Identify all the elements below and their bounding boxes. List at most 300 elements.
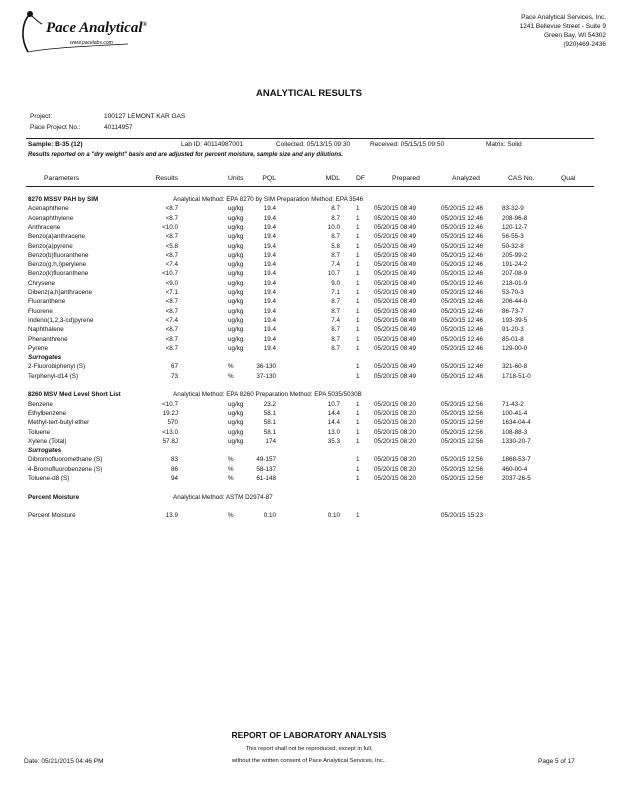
cell-param: Dibenz(a,h)anthracene xyxy=(28,289,93,296)
cell-mdl: 9.0 xyxy=(331,279,340,287)
cell-pql: 19.4 xyxy=(263,205,276,213)
cell-param: Acenaphthene xyxy=(28,205,69,213)
col-mdl: MDL xyxy=(325,175,340,182)
cell-df: 1 xyxy=(356,316,360,324)
table-row xyxy=(0,325,618,334)
cell-param: Toluene xyxy=(28,428,51,436)
cell-anal: 05/20/15 12:46 xyxy=(441,251,484,259)
cell-res: <13.0 xyxy=(162,428,178,436)
cell-res: 13.9 xyxy=(165,512,178,520)
cell-pql: 58-137 xyxy=(256,465,276,473)
cell-units: ug/kg xyxy=(228,270,244,278)
cell-df: 1 xyxy=(356,307,360,315)
cell-df: 1 xyxy=(356,475,360,482)
table-row xyxy=(0,455,618,464)
table-row xyxy=(0,400,618,409)
col-qual: Qual xyxy=(561,175,576,182)
table-row xyxy=(0,511,618,520)
logo-wordmark: Pace Analytical® xyxy=(46,20,147,36)
cell-units: ug/kg xyxy=(228,316,244,324)
cell-prep: 05/20/15 08:49 xyxy=(374,372,417,380)
cell-param: Benzo(b)fluoranthene xyxy=(28,251,89,259)
col-pql: PQL xyxy=(262,175,276,182)
project-label: Project: xyxy=(30,113,53,120)
cell-prep: 05/20/15 08:49 xyxy=(374,270,417,278)
cell-df: 1 xyxy=(356,270,360,278)
table-row xyxy=(0,474,618,483)
cell-param: Methyl-tert-butyl ether xyxy=(28,419,90,427)
cell-cas: 205-99-2 xyxy=(502,251,528,259)
table-row xyxy=(0,344,618,353)
cell-anal: 05/20/15 12:46 xyxy=(441,344,484,352)
logo-url: www.pacelabs.com xyxy=(70,40,113,46)
cell-pql: 19.4 xyxy=(263,316,276,324)
cell-units: ug/kg xyxy=(228,233,244,241)
cell-cas: 53-70-3 xyxy=(502,289,524,296)
cell-cas: 56-55-3 xyxy=(502,233,524,241)
cell-df: 1 xyxy=(356,400,360,408)
col-parameters: Parameters xyxy=(44,175,80,182)
section-title: Percent Moisture xyxy=(28,493,80,501)
cell-anal: 05/20/15 12:46 xyxy=(441,279,484,287)
cell-anal: 05/20/15 12:56 xyxy=(441,456,484,464)
cell-param: Toluene-d8 (S) xyxy=(28,475,70,482)
col-analyzed: Analyzed xyxy=(452,175,480,182)
cell-pql: 19.4 xyxy=(263,242,276,250)
cell-pql: 19.4 xyxy=(263,298,276,306)
project-value: 100127 LEMONT KAR GAS xyxy=(104,113,186,120)
cell-param: Xylene (Total) xyxy=(28,437,67,445)
cell-units: % xyxy=(228,363,234,371)
cell-prep: 05/20/15 08:49 xyxy=(374,223,417,231)
cell-prep: 05/20/15 08:49 xyxy=(374,233,417,241)
pace-project-value: 40114957 xyxy=(104,124,133,131)
cell-anal: 05/20/15 12:46 xyxy=(441,326,484,334)
cell-res: 86 xyxy=(170,465,178,473)
cell-cas: 120-12-7 xyxy=(502,223,528,231)
cell-param: Pyrene xyxy=(28,344,48,352)
cell-units: ug/kg xyxy=(228,223,244,231)
cell-anal: 05/20/15 12:56 xyxy=(441,409,484,417)
table-row xyxy=(0,307,618,316)
cell-units: ug/kg xyxy=(228,242,244,250)
cell-res: <8.7 xyxy=(165,335,178,343)
lab-address: Pace Analytical Services, Inc. 1241 Bellevue Street - Suite 9 Green Bay, WI 54302 (920)469-2436 xyxy=(519,14,606,48)
cell-res: <8.7 xyxy=(165,326,178,334)
cell-param: Fluoranthene xyxy=(28,298,66,306)
cell-prep: 05/20/15 08:20 xyxy=(374,437,417,445)
cell-pql: 61-148 xyxy=(256,475,276,482)
cell-mdl: 0.10 xyxy=(327,512,340,520)
cell-mdl: 8.7 xyxy=(331,307,340,315)
cell-res: <8.7 xyxy=(165,214,178,222)
cell-param: Terphenyl-d14 (S) xyxy=(28,372,79,380)
cell-param: Phenanthrene xyxy=(28,335,68,343)
cell-res: 19.2J xyxy=(162,409,178,417)
cell-pql: 0.10 xyxy=(263,512,276,520)
cell-anal: 05/20/15 12:46 xyxy=(441,289,484,296)
table-row xyxy=(0,260,618,269)
cell-df: 1 xyxy=(356,242,360,250)
cell-units: ug/kg xyxy=(228,437,244,445)
table-row xyxy=(0,409,618,418)
cell-units: ug/kg xyxy=(228,409,244,417)
section-row xyxy=(0,195,618,204)
subhead-label: Surrogates xyxy=(28,447,62,455)
cell-prep: 05/20/15 08:49 xyxy=(374,363,417,371)
table-row xyxy=(0,288,618,297)
cell-mdl: 8.7 xyxy=(331,251,340,259)
cell-cas: 208-96-8 xyxy=(502,214,528,222)
cell-param: Benzo(a)pyrene xyxy=(28,242,73,250)
cell-df: 1 xyxy=(356,419,360,427)
table-row xyxy=(0,297,618,306)
cell-df: 1 xyxy=(356,344,360,352)
cell-pql: 19.4 xyxy=(263,279,276,287)
cell-cas: 206-44-0 xyxy=(502,298,528,306)
cell-units: ug/kg xyxy=(228,251,244,259)
cell-res: <7.4 xyxy=(165,261,178,269)
cell-df: 1 xyxy=(356,456,360,464)
cell-anal: 05/20/15 12:56 xyxy=(441,475,484,482)
surrogates-subhead xyxy=(0,446,618,455)
cell-mdl: 13.0 xyxy=(327,428,340,436)
table-row xyxy=(0,279,618,288)
cell-mdl: 10.7 xyxy=(327,270,340,278)
cell-df: 1 xyxy=(356,409,360,417)
section-row xyxy=(0,390,618,399)
cell-cas: 129-00-0 xyxy=(502,344,528,352)
table-header xyxy=(0,174,618,183)
cell-mdl: 5.8 xyxy=(331,242,340,250)
cell-cas: 91-20-3 xyxy=(502,326,524,334)
cell-cas: 1868-53-7 xyxy=(502,456,531,464)
cell-res: <7.4 xyxy=(165,316,178,324)
cell-cas: 218-01-9 xyxy=(502,279,528,287)
cell-res: 67 xyxy=(170,363,178,371)
cell-mdl: 10.0 xyxy=(327,223,340,231)
cell-param: Indeno(1,2,3-cd)pyrene xyxy=(28,316,94,324)
cell-pql: 58.1 xyxy=(263,409,276,417)
footer-title: REPORT OF LABORATORY ANALYSIS xyxy=(231,730,387,740)
cell-units: % xyxy=(228,512,234,520)
cell-units: % xyxy=(228,475,234,482)
cell-units: ug/kg xyxy=(228,214,244,222)
cell-mdl: 14.4 xyxy=(327,409,340,417)
table-row xyxy=(0,428,618,437)
table-row xyxy=(0,214,618,223)
page-title: ANALYTICAL RESULTS xyxy=(256,88,362,99)
footer-line-1: This report shall not be reproduced, except in full, xyxy=(245,746,373,752)
cell-prep: 05/20/15 08:49 xyxy=(374,344,417,352)
cell-mdl: 8.7 xyxy=(331,214,340,222)
cell-pql: 19.4 xyxy=(263,344,276,352)
cell-df: 1 xyxy=(356,465,360,473)
cell-mdl: 8.7 xyxy=(331,335,340,343)
cell-prep: 05/20/15 08:49 xyxy=(374,242,417,250)
cell-prep: 05/20/15 08:49 xyxy=(374,326,417,334)
cell-df: 1 xyxy=(356,326,360,334)
cell-param: Benzo(g,h,i)perylene xyxy=(28,261,87,269)
cell-prep: 05/20/15 08:49 xyxy=(374,214,417,222)
cell-df: 1 xyxy=(356,428,360,436)
cell-param: Naphthalene xyxy=(28,326,64,334)
cell-anal: 05/20/15 12:46 xyxy=(441,242,484,250)
cell-units: ug/kg xyxy=(228,205,244,213)
cell-pql: 23.2 xyxy=(263,400,276,408)
section-method: Analytical Method: EPA 8270 by SIM Preparation Method: EPA 3546 xyxy=(173,196,364,203)
cell-anal: 05/20/15 12:56 xyxy=(441,400,484,408)
results-note: Results reported on a "dry weight" basis and are adjusted for percent moisture, sample size and any dilutions. xyxy=(28,152,344,158)
cell-param: Benzene xyxy=(28,400,53,408)
cell-units: ug/kg xyxy=(228,428,244,436)
section-row xyxy=(0,493,618,502)
cell-res: <10.7 xyxy=(162,400,178,408)
cell-pql: 19.4 xyxy=(263,214,276,222)
cell-anal: 05/20/15 12:46 xyxy=(441,316,484,324)
matrix: Matrix: Solid xyxy=(486,141,522,148)
cell-param: Anthracene xyxy=(28,223,61,231)
cell-anal: 05/20/15 12:46 xyxy=(441,233,484,241)
cell-anal: 05/20/15 12:46 xyxy=(441,298,484,306)
cell-prep: 05/20/15 08:49 xyxy=(374,261,417,269)
cell-anal: 05/20/15 12:46 xyxy=(441,223,484,231)
cell-anal: 05/20/15 12:46 xyxy=(441,307,484,315)
cell-mdl: 35.3 xyxy=(327,437,340,445)
cell-pql: 19.4 xyxy=(263,223,276,231)
cell-pql: 37-130 xyxy=(256,372,276,380)
cell-mdl: 7.4 xyxy=(331,316,340,324)
cell-pql: 49-157 xyxy=(256,456,276,464)
collected: Collected: 05/13/15 09:30 xyxy=(276,141,351,148)
cell-res: 94 xyxy=(170,475,178,482)
cell-df: 1 xyxy=(356,289,360,296)
report-date: Date: 05/21/2015 04:46 PM xyxy=(24,758,104,765)
cell-res: <8.7 xyxy=(165,298,178,306)
cell-mdl: 8.7 xyxy=(331,344,340,352)
received: Received: 05/15/15 09:50 xyxy=(370,141,445,148)
cell-cas: 86-73-7 xyxy=(502,307,524,315)
cell-cas: 1330-20-7 xyxy=(502,437,531,445)
cell-df: 1 xyxy=(356,512,360,520)
cell-df: 1 xyxy=(356,437,360,445)
cell-anal: 05/20/15 12:46 xyxy=(441,335,484,343)
cell-res: <10.0 xyxy=(162,223,178,231)
cell-df: 1 xyxy=(356,335,360,343)
cell-param: Fluorene xyxy=(28,307,53,315)
cell-cas: 108-88-3 xyxy=(502,428,528,436)
cell-df: 1 xyxy=(356,363,360,371)
cell-pql: 19.4 xyxy=(263,289,276,296)
cell-mdl: 7.1 xyxy=(331,289,340,296)
cell-pql: 36-130 xyxy=(256,363,276,371)
table-row xyxy=(0,251,618,260)
cell-pql: 19.4 xyxy=(263,251,276,259)
cell-prep: 05/20/15 08:49 xyxy=(374,251,417,259)
cell-mdl: 10.7 xyxy=(327,400,340,408)
cell-anal: 05/20/15 12:56 xyxy=(441,437,484,445)
cell-prep: 05/20/15 08:20 xyxy=(374,400,417,408)
cell-anal: 05/20/15 12:56 xyxy=(441,419,484,427)
cell-cas: 100-41-4 xyxy=(502,409,528,417)
cell-pql: 58.1 xyxy=(263,428,276,436)
cell-units: ug/kg xyxy=(228,344,244,352)
cell-prep: 05/20/15 08:49 xyxy=(374,316,417,324)
table-row xyxy=(0,242,618,251)
lab-id: Lab ID: 40114987001 xyxy=(181,141,244,148)
cell-anal: 05/20/15 12:46 xyxy=(441,363,484,371)
cell-prep: 05/20/15 08:49 xyxy=(374,205,417,213)
surrogates-subhead xyxy=(0,353,618,362)
cell-pql: 58.1 xyxy=(263,419,276,427)
cell-anal: 05/20/15 12:46 xyxy=(441,205,484,213)
cell-param: Percent Moisture xyxy=(28,512,76,520)
cell-pql: 19.4 xyxy=(263,261,276,269)
cell-pql: 19.4 xyxy=(263,307,276,315)
section-title: 8270 MSSV PAH by SIM xyxy=(28,196,99,203)
cell-anal: 05/20/15 15:23 xyxy=(441,512,484,520)
table-row xyxy=(0,372,618,381)
cell-prep: 05/20/15 08:49 xyxy=(374,335,417,343)
cell-cas: 207-08-9 xyxy=(502,270,528,278)
cell-units: ug/kg xyxy=(228,298,244,306)
cell-df: 1 xyxy=(356,298,360,306)
cell-param: 2-Fluorobiphenyl (S) xyxy=(28,363,86,371)
cell-res: <9.0 xyxy=(165,279,178,287)
cell-pql: 19.4 xyxy=(263,326,276,334)
cell-df: 1 xyxy=(356,372,360,380)
cell-units: % xyxy=(228,465,234,473)
cell-units: % xyxy=(228,372,234,380)
cell-df: 1 xyxy=(356,279,360,287)
header-divider xyxy=(26,186,594,187)
cell-units: ug/kg xyxy=(228,400,244,408)
cell-param: Benzo(a)anthracene xyxy=(28,233,86,241)
cell-mdl: 8.7 xyxy=(331,298,340,306)
cell-pql: 174 xyxy=(265,437,276,445)
cell-units: ug/kg xyxy=(228,419,244,427)
cell-param: Benzo(k)fluoranthene xyxy=(28,270,89,278)
table-row xyxy=(0,418,618,427)
cell-mdl: 8.7 xyxy=(331,326,340,334)
cell-units: ug/kg xyxy=(228,326,244,334)
cell-df: 1 xyxy=(356,223,360,231)
cell-res: 57.8J xyxy=(162,437,178,445)
cell-mdl: 8.7 xyxy=(331,233,340,241)
cell-res: <8.7 xyxy=(165,233,178,241)
cell-res: <8.7 xyxy=(165,251,178,259)
cell-df: 1 xyxy=(356,251,360,259)
cell-res: <8.7 xyxy=(165,205,178,213)
page-number: Page 5 of 17 xyxy=(538,758,575,765)
cell-cas: 83-32-9 xyxy=(502,205,524,213)
cell-cas: 71-43-2 xyxy=(502,400,524,408)
pace-project-label: Pace Project No.: xyxy=(30,124,81,131)
cell-prep: 05/20/15 08:20 xyxy=(374,428,417,436)
col-cas: CAS No. xyxy=(508,175,535,182)
col-results: Results xyxy=(155,175,178,182)
cell-cas: 193-39-5 xyxy=(502,316,528,324)
table-row xyxy=(0,335,618,344)
cell-param: Dibromofluoromethane (S) xyxy=(28,456,103,464)
cell-param: Ethylbenzene xyxy=(28,409,67,417)
section-method: Analytical Method: ASTM D2974-87 xyxy=(173,493,273,501)
cell-res: 73 xyxy=(170,372,178,380)
cell-prep: 05/20/15 08:20 xyxy=(374,456,417,464)
cell-units: ug/kg xyxy=(228,335,244,343)
cell-prep: 05/20/15 08:49 xyxy=(374,289,417,296)
cell-mdl: 7.4 xyxy=(331,261,340,269)
footer-line-2: without the written consent of Pace Analytical Services, Inc.. xyxy=(231,758,387,764)
cell-df: 1 xyxy=(356,261,360,269)
cell-anal: 05/20/15 12:56 xyxy=(441,428,484,436)
table-row xyxy=(0,362,618,371)
cell-prep: 05/20/15 08:49 xyxy=(374,279,417,287)
section-title: 8260 MSV Med Level Short List xyxy=(28,391,121,399)
cell-prep: 05/20/15 08:20 xyxy=(374,465,417,473)
cell-prep: 05/20/15 08:20 xyxy=(374,409,417,417)
cell-pql: 19.4 xyxy=(263,335,276,343)
cell-anal: 05/20/15 12:46 xyxy=(441,214,484,222)
cell-units: ug/kg xyxy=(228,279,244,287)
table-row xyxy=(0,316,618,325)
table-row xyxy=(0,232,618,241)
cell-units: ug/kg xyxy=(228,289,244,296)
cell-param: Acenaphthylene xyxy=(28,214,74,222)
cell-df: 1 xyxy=(356,233,360,241)
cell-cas: 321-60-8 xyxy=(502,363,528,371)
cell-cas: 191-24-2 xyxy=(502,261,528,269)
cell-prep: 05/20/15 08:20 xyxy=(374,475,417,482)
cell-res: <10.7 xyxy=(162,270,178,278)
table-row xyxy=(0,204,618,213)
cell-cas: 50-32-8 xyxy=(502,242,524,250)
cell-units: ug/kg xyxy=(228,307,244,315)
cell-res: 570 xyxy=(167,419,178,427)
cell-anal: 05/20/15 12:46 xyxy=(441,270,484,278)
cell-cas: 2037-26-5 xyxy=(502,475,531,482)
sample-id: Sample: B-35 (12) xyxy=(28,141,83,148)
table-row xyxy=(0,269,618,278)
cell-cas: 1634-04-4 xyxy=(502,419,531,427)
cell-res: <5.8 xyxy=(165,242,178,250)
col-units: Units xyxy=(228,175,244,182)
cell-df: 1 xyxy=(356,205,360,213)
cell-units: ug/kg xyxy=(228,261,244,269)
col-prepared: Prepared xyxy=(392,175,420,182)
cell-anal: 05/20/15 12:46 xyxy=(441,261,484,269)
table-row xyxy=(0,223,618,232)
col-df: DF xyxy=(356,175,366,182)
subhead-label: Surrogates xyxy=(28,354,62,362)
cell-prep: 05/20/15 08:49 xyxy=(374,307,417,315)
cell-res: <7.1 xyxy=(165,289,178,296)
cell-mdl: 14.4 xyxy=(327,419,340,427)
cell-prep: 05/20/15 08:20 xyxy=(374,419,417,427)
cell-param: 4-Bromofluorobenzene (S) xyxy=(28,465,103,473)
cell-mdl: 8.7 xyxy=(331,205,340,213)
cell-res: 83 xyxy=(170,456,178,464)
cell-cas: 85-01-8 xyxy=(502,335,524,343)
cell-pql: 19.4 xyxy=(263,270,276,278)
cell-units: % xyxy=(228,456,234,464)
cell-param: Chrysene xyxy=(28,279,55,287)
table-row xyxy=(0,437,618,446)
cell-res: <8.7 xyxy=(165,344,178,352)
cell-anal: 05/20/15 12:46 xyxy=(441,372,484,380)
table-row xyxy=(0,465,618,474)
cell-cas: 1718-51-0 xyxy=(502,372,531,380)
